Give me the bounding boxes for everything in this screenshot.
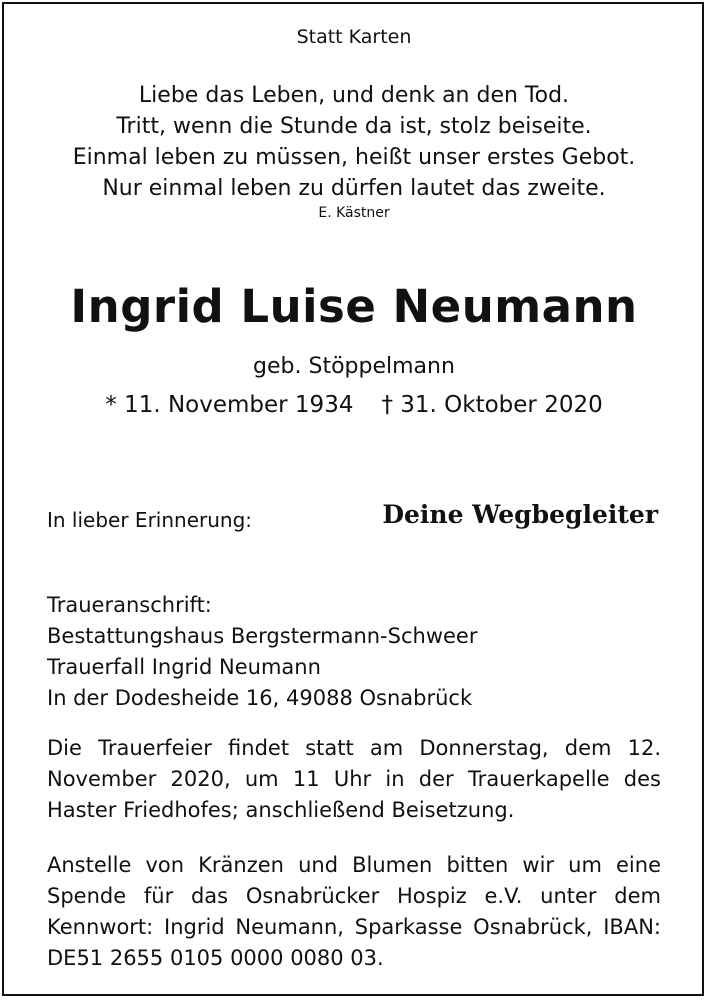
poem-line: Einmal leben zu müssen, heißt unser erstes Gebot. [72,145,636,170]
poem-author: E. Kästner [318,205,390,221]
ceremony-paragraph: Die Trauerfeier findet statt am Donnerstag, dem 12. November 2020, um 11 Uhr in der Trauerkapelle des Haster Friedhofes; anschließend Beisetzung. [47,736,661,822]
mourning-address [47,590,477,714]
poem [0,80,708,204]
poem-line: Tritt, wenn die Stunde da ist, stolz beiseite. [116,114,592,139]
header-text: Statt Karten [296,26,412,48]
mourners-signature: Deine Wegbegleiter [382,500,658,529]
poem-line: Nur einmal leben zu dürfen lautet das zweite. [102,176,606,201]
memory-label: In lieber Erinnerung: [47,508,253,532]
life-dates [0,392,708,418]
donation-paragraph: Anstelle von Kränzen und Blumen bitten wir um eine Spende für das Osnabrücker Hospiz e.V. unter dem Kennwort: Ingrid Neumann, Sparkasse Osnabrück, IBAN: DE51 2655 0105 0000 0080 03. [47,853,661,970]
address-line: Traueranschrift: [47,593,212,617]
maiden-name: geb. Stöppelmann [253,354,455,379]
address-line: Bestattungshaus Bergstermann-Schweer [47,624,478,648]
address-line: Trauerfall Ingrid Neumann [47,655,321,679]
death-date: † 31. Oktober 2020 [381,392,603,418]
address-line: In der Dodesheide 16, 49088 Osnabrück [47,686,473,710]
deceased-name: Ingrid Luise Neumann [70,280,638,333]
birth-date: * 11. November 1934 [105,392,354,418]
poem-line: Liebe das Leben, und denk an den Tod. [138,83,570,108]
